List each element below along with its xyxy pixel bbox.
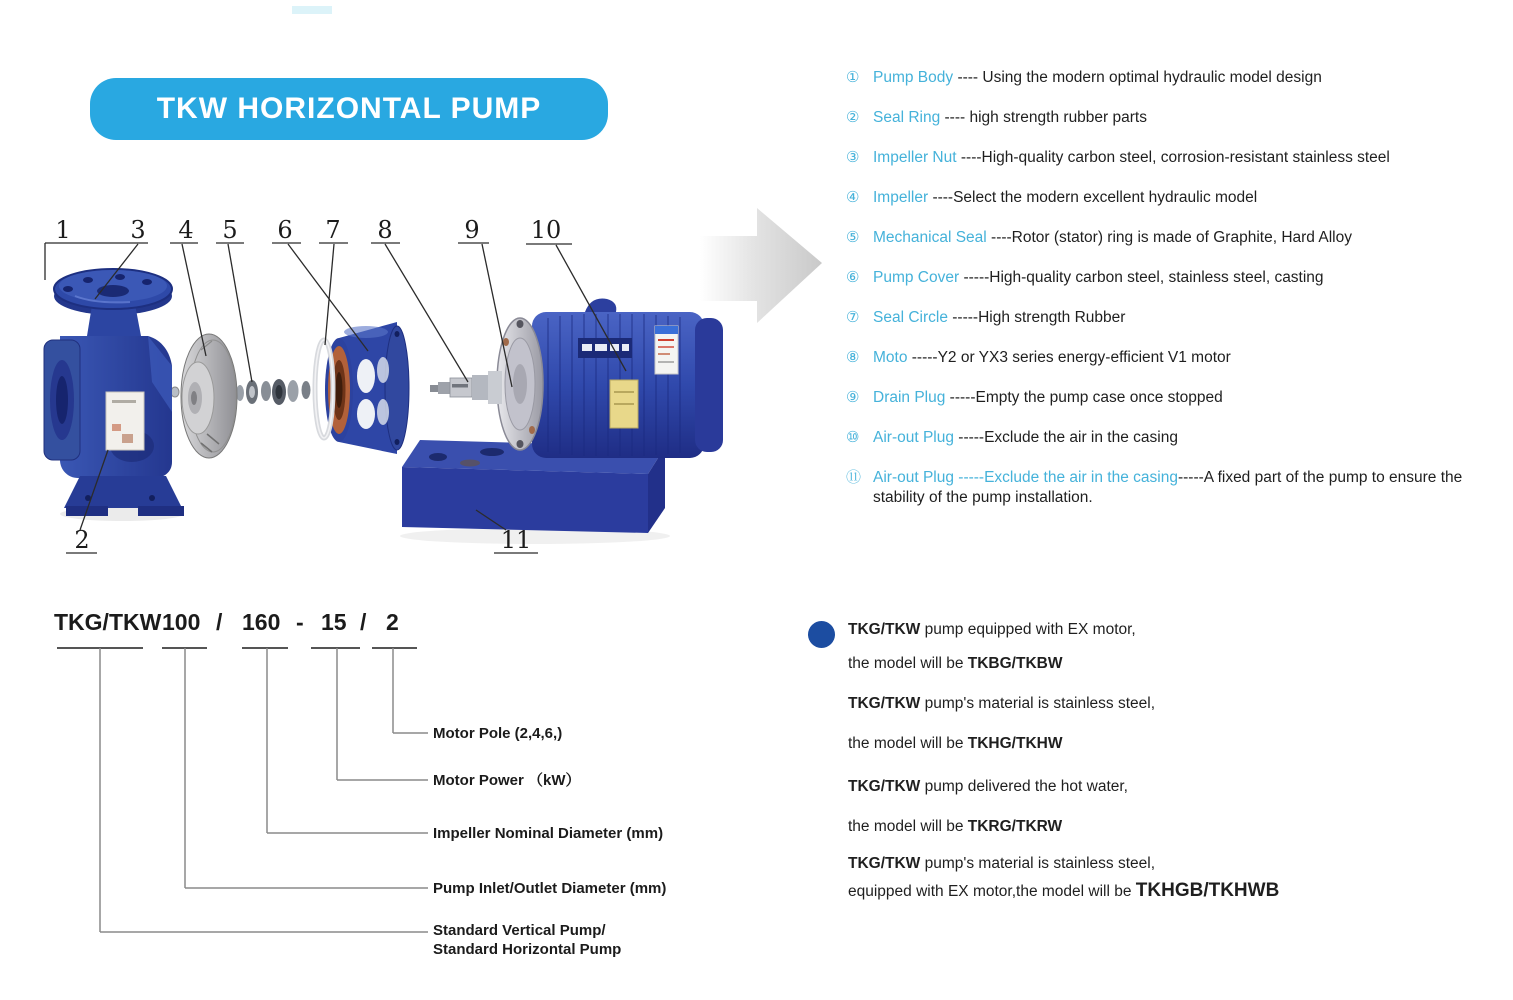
part-name: Air-out Plug [873,469,954,486]
model-slash-2: / [360,609,367,635]
transition-arrow-icon [700,208,822,323]
model-power: 15 [321,609,347,635]
circled-number: ⑥ [846,269,860,286]
model-code-tokens [54,609,399,635]
list-item [846,428,1486,448]
circled-number: ⑧ [846,349,860,366]
part-label-1: 1 [55,216,71,244]
bullet-icon [808,621,835,648]
part-desc: -----A fixed part of the pump to ensure the stability of the pump installation. [873,469,1463,506]
part-label-8: 8 [377,216,393,244]
part-label-5: 5 [222,216,238,244]
part-desc: ----High-quality carbon steel, corrosion-resistant stainless steel [956,149,1390,166]
parts-list [846,68,1486,528]
part-name: Air-out Plug [873,429,954,446]
part-label-10: 10 [530,216,562,244]
circled-number: ⑤ [846,229,860,246]
part-label-6: 6 [277,216,293,244]
label-standard-horiz: Standard Horizontal Pump [433,941,622,958]
impeller [181,334,237,458]
label-motor-power: Motor Power （kW） [433,772,581,789]
list-item [846,348,1486,368]
model-code-diagram [40,592,780,987]
note-line: the model will be TKHG/TKHW [848,735,1063,752]
model-connector-lines [100,648,428,932]
part-label-4: 4 [178,216,194,244]
motor-shaft [430,371,502,404]
part-label-2: 2 [74,526,90,554]
part-name: Impeller [873,189,929,206]
model-code-labels [433,725,666,958]
note-line: TKG/TKW pump equipped with EX motor, [848,621,1136,638]
pump-exploded-diagram [0,0,840,580]
circled-number: ③ [846,149,860,166]
part-desc: ----Rotor (stator) ring is made of Graphite, Hard Alloy [986,229,1352,246]
part-desc-blue: -----Exclude the air in the casing [953,469,1178,486]
list-item [846,308,1486,328]
part-name: Impeller Nut [873,149,957,166]
mechanical-seal-parts [228,379,311,405]
list-item [846,468,1486,508]
part-desc: ----Select the modern excellent hydraulic model [928,189,1258,206]
label-inlet-outlet: Pump Inlet/Outlet Diameter (mm) [433,880,667,897]
model-slash-1: / [216,609,223,635]
motor-sticker [655,326,678,374]
part-label-7: 7 [325,216,341,244]
list-item [846,388,1486,408]
part-desc: -----High-quality carbon steel, stainless steel, casting [959,269,1324,286]
note-line: the model will be TKBG/TKBW [848,655,1063,672]
circled-number: ① [846,69,860,86]
label-standard-vert: Standard Vertical Pump/ [433,922,606,939]
circled-number: ⑨ [846,389,860,406]
part-desc: -----High strength Rubber [947,309,1126,326]
circled-number: ② [846,109,860,126]
label-impeller-diam: Impeller Nominal Diameter (mm) [433,825,664,842]
list-item [846,148,1486,168]
circled-number: ④ [846,189,860,206]
circled-number: ⑩ [846,429,860,446]
list-item [846,228,1486,248]
model-dash: - [296,609,304,635]
part-desc: ---- high strength rubber parts [940,109,1147,126]
note-line: the model will be TKRG/TKRW [848,818,1063,835]
part-name: Pump Cover [873,269,960,286]
list-item [846,68,1486,88]
part-name: Drain Plug [873,389,946,406]
model-variant-notes [848,620,1468,902]
circled-number: ⑪ [846,469,862,486]
model-diameter: 160 [242,609,281,635]
model-series: TKG/TKW [54,609,162,635]
pump-cover [325,322,409,454]
model-inlet: 100 [162,609,201,635]
part-name: Moto [873,349,908,366]
note-line: TKG/TKW pump's material is stainless steel, [848,695,1156,712]
part-label-11: 11 [500,526,532,554]
part-name: Seal Ring [873,109,941,126]
part-label-9: 9 [464,216,480,244]
model-pole: 2 [386,609,399,635]
note-line: TKG/TKW pump delivered the hot water, [848,778,1128,795]
label-motor-pole: Motor Pole (2,4,6,) [433,725,563,742]
part-label-3: 3 [130,216,146,244]
circled-number: ⑦ [846,309,860,326]
motor [430,299,723,458]
page-title: TKW HORIZONTAL PUMP [156,92,542,125]
note-line: equipped with EX motor,the model will be TKHGB/TKHWB [848,880,1280,901]
part-name: Pump Body [873,69,954,86]
part-desc: -----Y2 or YX3 series energy-efficient V1 motor [907,349,1231,366]
part-desc: -----Exclude the air in the casing [953,429,1178,446]
list-item [846,108,1486,128]
note-line: TKG/TKW pump's material is stainless steel, [848,855,1156,872]
part-name: Seal Circle [873,309,948,326]
part-desc: -----Empty the pump case once stopped [945,389,1223,406]
pump-body [44,269,184,516]
part-name: Mechanical Seal [873,229,987,246]
list-item [846,268,1486,288]
part-desc: ---- Using the modern optimal hydraulic model design [953,69,1322,86]
list-item [846,188,1486,208]
